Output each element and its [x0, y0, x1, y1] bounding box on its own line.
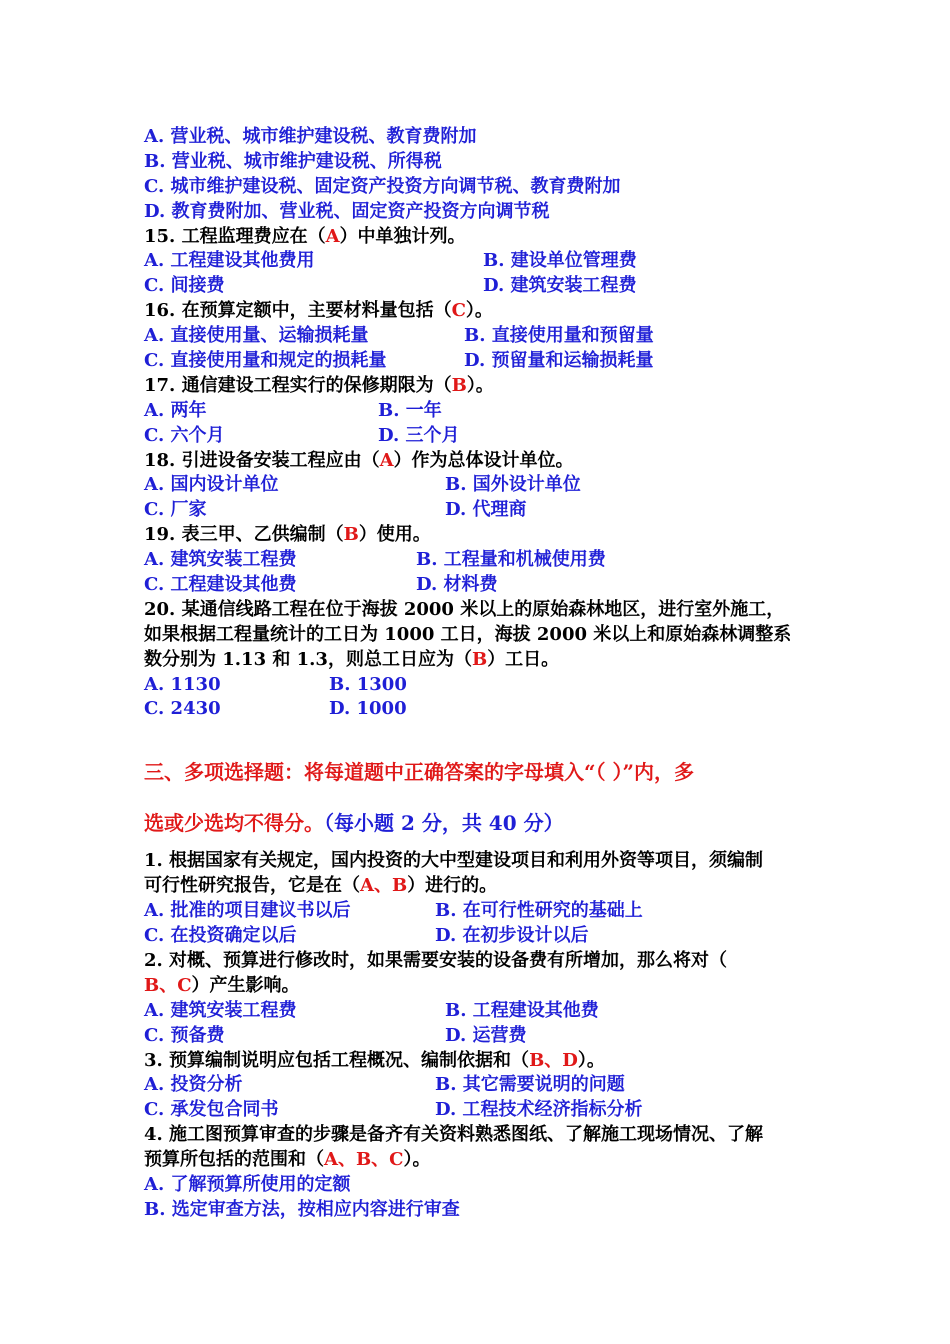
m3-option-d: D. 工程技术经济指标分析 [435, 1099, 643, 1121]
q18-option-b: B. 国外设计单位 [445, 474, 581, 496]
q16-question: 16. 在预算定额中，主要材料量包括（C）。 [144, 300, 493, 322]
q20-question-line3: 数分别为 1.13 和 1.3，则总工日应为（B）工日。 [144, 648, 560, 670]
q15-options-cd [144, 274, 812, 299]
q14-option-a: A. 营业税、城市维护建设税、教育费附加 [144, 126, 477, 147]
m3-option-a: A. 投资分析 [144, 1074, 243, 1096]
m4-option-b: B. 选定审查方法，按相应内容进行审查 [144, 1198, 460, 1220]
q16-options-cd [144, 349, 812, 374]
q18-question: 18. 引进设备安装工程应由（A）作为总体设计单位。 [144, 449, 574, 471]
q19-option-a: A. 建筑安装工程费 [144, 549, 297, 571]
q16-options-ab [144, 324, 812, 349]
q19-options-ab [144, 548, 812, 573]
m4-option-a: A. 了解预算所使用的定额 [144, 1173, 351, 1195]
m2-option-a: A. 建筑安装工程费 [144, 999, 297, 1021]
q16-option-b: B. 直接使用量和预留量 [464, 325, 654, 347]
q17-option-b: B. 一年 [378, 399, 442, 421]
q18-option-a: A. 国内设计单位 [144, 474, 279, 496]
q15-question: 15. 工程监理费应在（A）中单独计列。 [144, 225, 466, 247]
q20-option-d: D. 1000 [329, 698, 407, 720]
m4-question-line1: 4. 施工图预算审查的步骤是备齐有关资料熟悉图纸、了解施工现场情况、了解 [144, 1124, 764, 1146]
section3-scoring: （每小题 2 分，共 40 分） [324, 811, 564, 836]
q19-options-cd [144, 573, 812, 598]
q14-option-d: D. 教育费附加、营业税、固定资产投资方向调节税 [144, 200, 550, 222]
q18-options-cd [144, 498, 812, 523]
q18-option-d: D. 代理商 [445, 499, 527, 521]
q20-option-b: B. 1300 [329, 673, 407, 695]
m2-answer: B、C [144, 974, 192, 996]
q20-option-a: A. 1130 [144, 673, 221, 695]
m3-option-c: C. 承发包合同书 [144, 1099, 279, 1121]
m1-answer: A、B [360, 875, 408, 897]
m1-options-ab [144, 899, 812, 924]
m4-answer: A、B、C [324, 1149, 404, 1171]
section3-heading-line1: 三、多项选择题：将每道题中正确答案的字母填入“（ ）”内，多 [144, 760, 694, 785]
q19-question: 19. 表三甲、乙供编制（B）使用。 [144, 524, 431, 546]
q16-option-c: C. 直接使用量和规定的损耗量 [144, 350, 387, 372]
m1-question-line1: 1. 根据国家有关规定，国内投资的大中型建设项目和利用外资等项目，须编制 [144, 850, 764, 872]
q17-option-d: D. 三个月 [378, 424, 460, 446]
q14-option-c: C. 城市维护建设税、固定资产投资方向调节税、教育费附加 [144, 175, 621, 197]
q19-option-b: B. 工程量和机械使用费 [416, 549, 606, 571]
q18-options-ab [144, 473, 812, 498]
q15-option-b: B. 建设单位管理费 [483, 250, 637, 272]
section3-heading-line2: 选或少选均不得分。（每小题 2 分，共 40 分） [144, 811, 564, 836]
q17-option-a: A. 两年 [144, 399, 207, 421]
q20-options-cd [144, 697, 812, 722]
m2-option-c: C. 预备费 [144, 1024, 225, 1046]
q15-option-d: D. 建筑安装工程费 [483, 275, 637, 297]
m1-option-a: A. 批准的项目建议书以后 [144, 900, 351, 922]
q16-option-d: D. 预留量和运输损耗量 [464, 350, 654, 372]
q15-options-ab [144, 249, 812, 274]
q20-question-line2: 如果根据工程量统计的工日为 1000 工日，海拔 2000 米以上和原始森林调整系 [144, 623, 792, 645]
m2-option-d: D. 运营费 [445, 1024, 527, 1046]
m2-options-cd [144, 1024, 812, 1049]
q19-answer: B [343, 524, 359, 546]
q20-options-ab [144, 673, 812, 698]
m3-options-cd [144, 1098, 812, 1123]
m1-option-b: B. 在可行性研究的基础上 [435, 900, 643, 922]
m1-option-d: D. 在初步设计以后 [435, 925, 589, 947]
q17-answer: B [451, 374, 467, 396]
m3-question: 3. 预算编制说明应包括工程概况、编制依据和（B、D）。 [144, 1049, 605, 1071]
q17-option-c: C. 六个月 [144, 424, 225, 446]
m3-option-b: B. 其它需要说明的问题 [435, 1074, 625, 1096]
q15-option-c: C. 间接费 [144, 275, 225, 297]
m2-options-ab [144, 999, 812, 1024]
m3-answer: B、D [529, 1049, 578, 1071]
m2-question-line2: B、C）产生影响。 [144, 974, 300, 996]
q19-option-c: C. 工程建设其他费 [144, 574, 297, 596]
m2-option-b: B. 工程建设其他费 [445, 999, 599, 1021]
m1-question-line2: 可行性研究报告，它是在（A、B）进行的。 [144, 875, 498, 897]
q18-option-c: C. 厂家 [144, 499, 207, 521]
section-spacer [144, 722, 812, 747]
m1-options-cd [144, 924, 812, 949]
q17-options-cd [144, 424, 812, 449]
q17-options-ab [144, 399, 812, 424]
q15-answer: A [325, 225, 340, 247]
q16-option-a: A. 直接使用量、运输损耗量 [144, 325, 369, 347]
q18-answer: A [379, 449, 394, 471]
q20-question-line1: 20. 某通信线路工程在位于海拔 2000 米以上的原始森林地区，进行室外施工， [144, 598, 785, 620]
m2-question-line1: 2. 对概、预算进行修改时，如果需要安装的设备费有所增加，那么将对（ [144, 949, 728, 971]
q14-option-b: B. 营业税、城市维护建设税、所得税 [144, 150, 442, 172]
q19-option-d: D. 材料费 [416, 574, 498, 596]
q16-answer: C [451, 300, 466, 322]
m3-options-ab [144, 1073, 812, 1098]
m1-option-c: C. 在投资确定以后 [144, 925, 297, 947]
q17-question: 17. 通信建设工程实行的保修期限为（B）。 [144, 374, 494, 396]
q20-option-c: C. 2430 [144, 698, 221, 720]
q20-answer: B [471, 648, 488, 670]
m4-question-line2: 预算所包括的范围和（A、B、C）。 [144, 1149, 431, 1171]
q15-option-a: A. 工程建设其他费用 [144, 250, 315, 272]
document-page [144, 125, 812, 1223]
